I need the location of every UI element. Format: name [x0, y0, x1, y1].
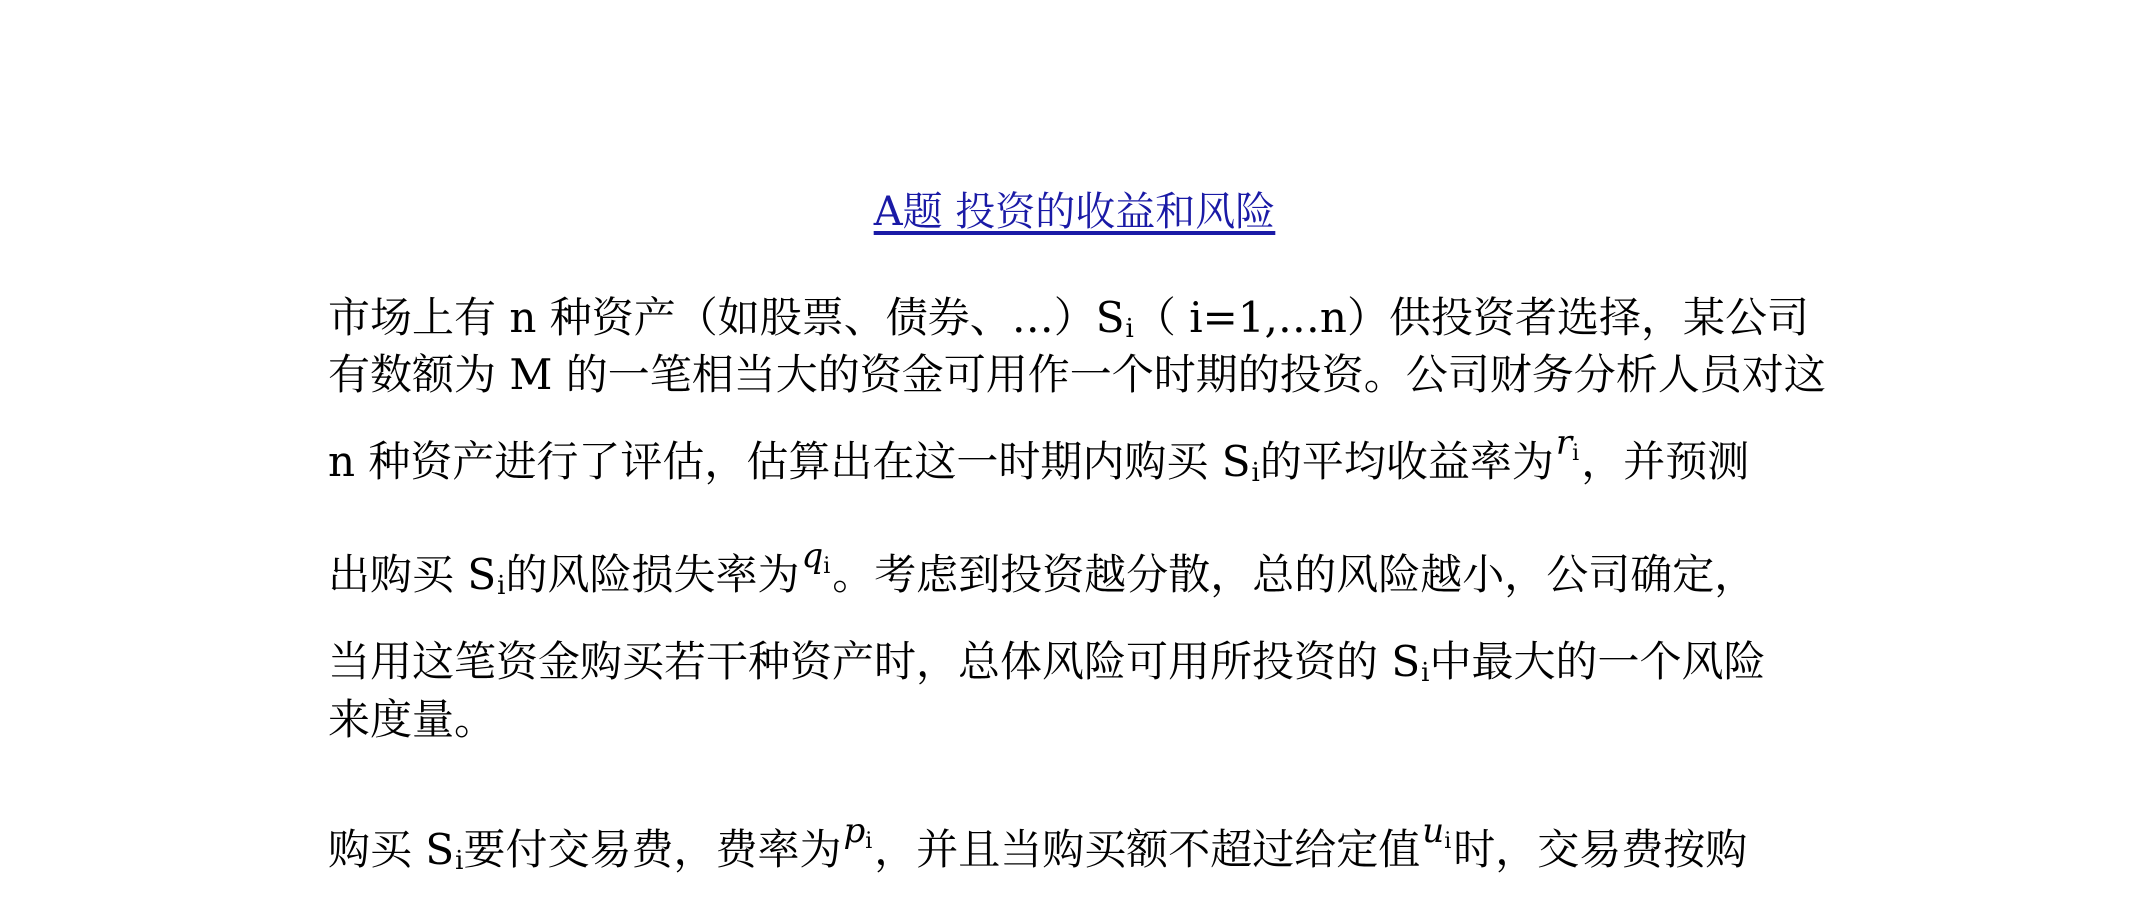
- document-title-link[interactable]: A题 投资的收益和风险: [873, 189, 1276, 235]
- paragraph1-line5: [328, 632, 1765, 698]
- subscript: i: [1125, 314, 1134, 344]
- math-variable-u: ui: [1422, 811, 1452, 854]
- subscript: i: [455, 846, 464, 876]
- text-run: 的平均收益率为: [1259, 437, 1554, 486]
- text-run: 当用这笔资金购买若干种资产时，总体风险可用所投资的 S: [328, 637, 1421, 686]
- text-run: （ i=1,…n）供投资者选择，某公司: [1133, 293, 1809, 342]
- text-run: 中最大的一个风险: [1429, 637, 1766, 686]
- math-variable-r: ri: [1555, 423, 1580, 466]
- text-run: 出购买 S: [328, 550, 497, 599]
- text-run: n 种资产进行了评估，估算出在这一时期内购买 S: [328, 437, 1251, 486]
- paragraph2-line1: [328, 811, 1748, 888]
- paragraph1-line4: [328, 536, 1757, 613]
- text-run: ，并且当购买额不超过给定值: [874, 825, 1421, 874]
- subscript: i: [497, 571, 506, 601]
- text-run: ，并预测: [1581, 437, 1750, 486]
- math-variable-p: pi: [843, 811, 873, 854]
- text-run: 有数额为 M 的一笔相当大的资金可用作一个时期的投资。公司财务分析人员对这: [328, 350, 1826, 399]
- text-run: 时，交易费按购: [1453, 825, 1748, 874]
- subscript: i: [1421, 658, 1430, 688]
- text-run: 来度量。: [328, 695, 497, 744]
- text-run: 。考虑到投资越分散，总的风险越小，公司确定，: [832, 550, 1757, 599]
- text-run: 要付交易费，费率为: [463, 825, 842, 874]
- paragraph1-line6: [328, 690, 496, 750]
- text-run: 购买 S: [328, 825, 455, 874]
- text-run: 市场上有 n 种资产（如股票、债券、…）S: [328, 293, 1125, 342]
- paragraph1-line2: [328, 345, 1826, 405]
- paragraph1-line3: [328, 423, 1750, 500]
- text-run: 的风险损失率为: [505, 550, 800, 599]
- subscript: i: [1251, 458, 1260, 488]
- math-variable-q: qi: [801, 536, 831, 579]
